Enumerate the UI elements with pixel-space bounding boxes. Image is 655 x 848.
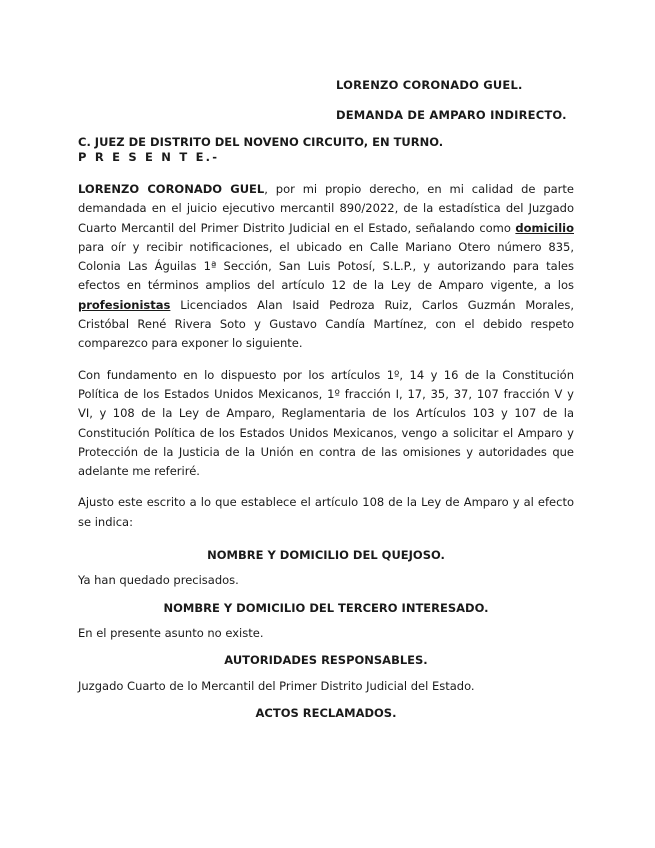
autoridades-heading: AUTORIDADES RESPONSABLES. (224, 653, 428, 668)
tercero-heading: NOMBRE Y DOMICILIO DEL TERCERO INTERESADO. (163, 600, 489, 615)
domicilio-term: domicilio (515, 220, 574, 235)
document-body (78, 180, 574, 735)
autoridades-text: Juzgado Cuarto de lo Mercantil del Primer Distrito Judicial del Estado. (78, 678, 475, 693)
actos-heading: ACTOS RECLAMADOS. (255, 705, 397, 720)
header-name: LORENZO CORONADO GUEL. (336, 78, 523, 92)
intro-text-3: Licenciados Alan Isaid Pedroza Ruiz, Carlos Guzmán Morales, Cristóbal René Rivera Soto y Gustavo Candía Martínez, con el debido respeto comparezco para exponer lo siguiente. (78, 297, 574, 351)
legal-basis-paragraph: Con fundamento en lo dispuesto por los artículos 1º, 14 y 16 de la Constitución Política de los Estados Unidos Mexicanos, 1º fracción I, 17, 35, 37, 107 fracción V y VI, y 108 de la Ley de Amparo, Reglamentaria de los Artículos 103 y 107 de la Constitución Política de los Estados Unidos Mexicanos, vengo a solicitar el Amparo y Protección de la Justicia de la Unión en contra de las omisiones y autoridades que adelante me referiré. (78, 367, 574, 479)
header-doc-type: DEMANDA DE AMPARO INDIRECTO. (336, 108, 567, 122)
presente-line: P R E S E N T E.- (78, 150, 220, 164)
intro-text-1: , por mi propio derecho, en mi calidad de parte demandada en el juicio ejecutivo mercantil 890/2022, de la estadística del Juzgado Cuarto Mercantil del Primer Distrito Judicial en el Estado, señalando como (78, 182, 574, 235)
quejoso-heading: NOMBRE Y DOMICILIO DEL QUEJOSO. (207, 548, 445, 563)
article-108-paragraph: Ajusto este escrito a lo que establece el artículo 108 de la Ley de Amparo y al efecto se indica: (78, 495, 574, 529)
intro-text-2: para oír y recibir notificaciones, el ubicado en Calle Mariano Otero número 835, Colonia Las Águilas 1ª Sección, San Luis Potosí, S.L.P., y autorizando para tales efectos en términos amplios del artículo 12 de la Ley de Amparo vigente, a los (78, 239, 574, 293)
tercero-text: En el presente asunto no existe. (78, 625, 264, 640)
quejoso-text: Ya han quedado precisados. (78, 573, 239, 588)
intro-paragraph (78, 180, 574, 354)
profesionistas-term: profesionistas (78, 297, 171, 312)
plaintiff-name: LORENZO CORONADO GUEL (78, 182, 265, 196)
addressee-line: C. JUEZ DE DISTRITO DEL NOVENO CIRCUITO, EN TURNO. (78, 135, 444, 149)
